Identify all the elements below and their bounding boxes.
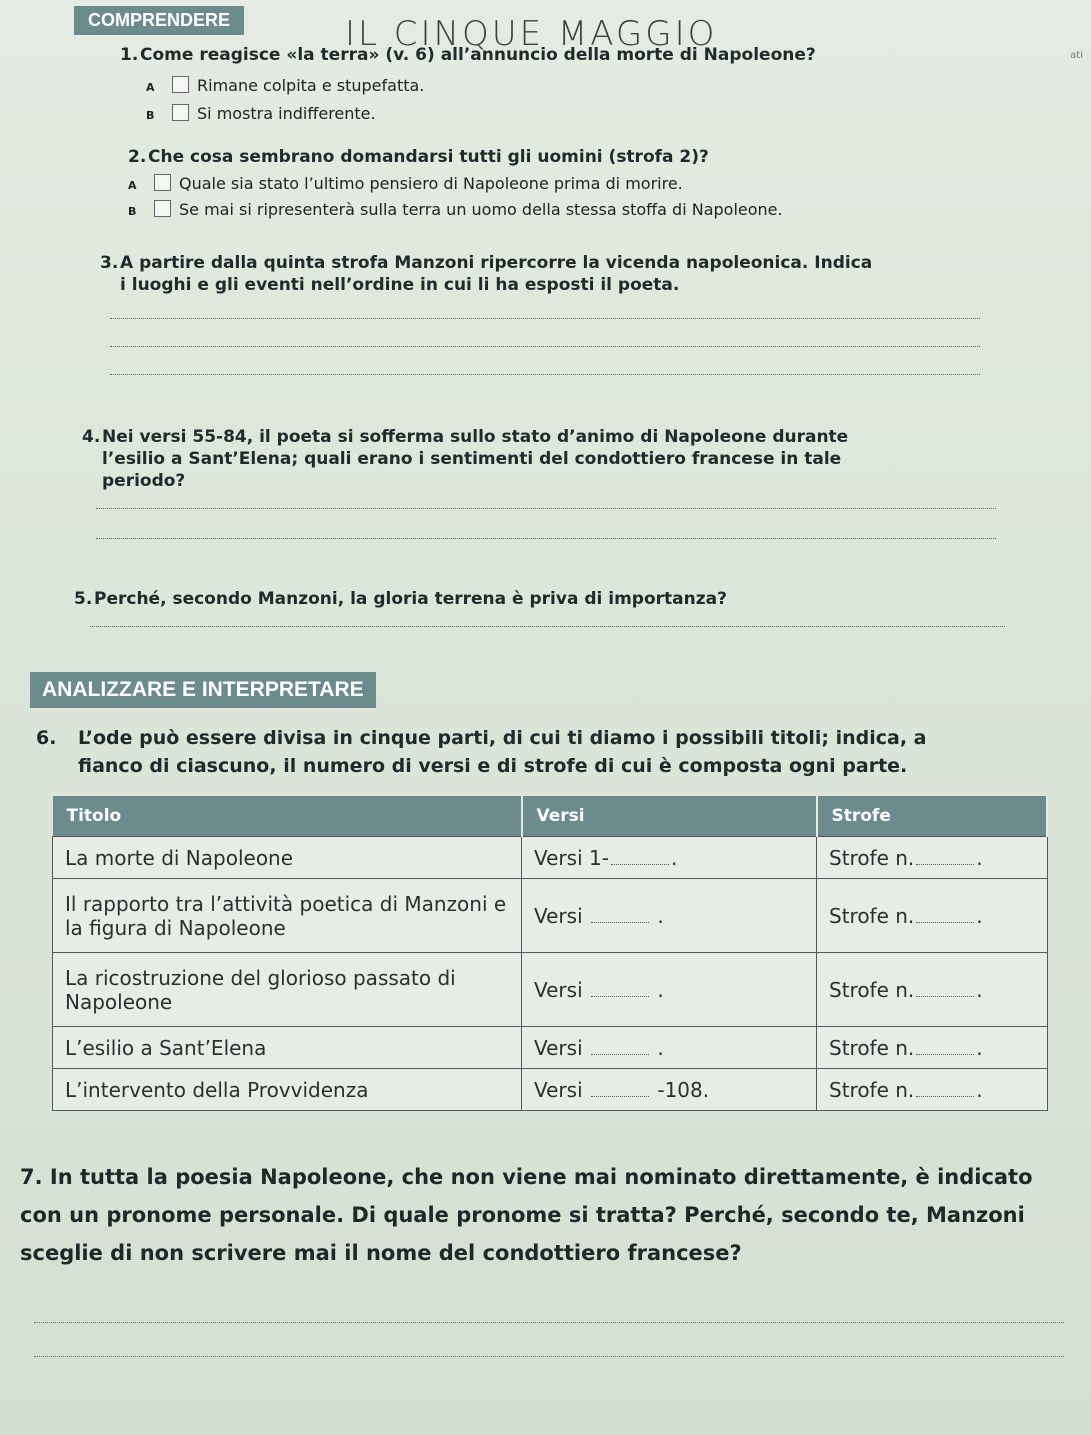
answer-line[interactable]: [34, 1356, 1064, 1357]
strofe-label: Strofe n.: [829, 977, 915, 1002]
option-text: Quale sia stato l’ultimo pensiero di Napoleone prima di morire.: [179, 174, 683, 193]
checkbox[interactable]: [172, 104, 189, 121]
strofe-label: Strofe n.: [829, 845, 915, 870]
versi-suffix: .: [670, 845, 678, 870]
question-2: [128, 146, 1048, 168]
question-3: [100, 252, 1060, 296]
row-title: L’esilio a Sant’Elena: [53, 1027, 522, 1069]
answer-line[interactable]: [110, 346, 980, 347]
structure-table: [52, 796, 1048, 1111]
table-row: [53, 953, 1048, 1027]
column-header-strofe: Strofe: [817, 796, 1048, 837]
table-row: [53, 837, 1048, 879]
question-number: 3.: [100, 253, 119, 273]
fill-blank[interactable]: [916, 995, 974, 997]
row-versi[interactable]: [522, 953, 817, 1027]
table-row: [53, 1069, 1048, 1111]
versi-suffix: .: [657, 1035, 664, 1060]
q1-option-a[interactable]: [146, 76, 424, 98]
strofe-label: Strofe n.: [829, 1077, 915, 1102]
option-text: Si mostra indifferente.: [197, 104, 376, 123]
question-4: [82, 426, 1052, 492]
checkbox[interactable]: [154, 174, 171, 191]
answer-line[interactable]: [34, 1322, 1064, 1323]
row-title: L’intervento della Provvidenza: [53, 1069, 522, 1111]
strofe-label: Strofe n.: [829, 903, 915, 928]
versi-label: Versi: [534, 903, 583, 928]
answer-line[interactable]: [110, 318, 980, 319]
column-header-versi: Versi: [522, 796, 817, 837]
row-strofe[interactable]: Strofe n. .: [817, 953, 1048, 1027]
fill-blank[interactable]: [591, 1053, 649, 1055]
row-strofe[interactable]: Strofe n. .: [817, 1069, 1048, 1111]
option-letter: B: [146, 109, 155, 122]
table-row: [53, 1027, 1048, 1069]
fill-blank[interactable]: [591, 921, 649, 923]
option-letter: A: [146, 81, 155, 94]
row-title: Il rapporto tra l’attività poetica di Manzoni e la figura di Napoleone: [53, 879, 522, 953]
question-text-line: Nei versi 55-84, il poeta si sofferma sullo stato d’animo di Napoleone durante: [102, 427, 849, 447]
versi-label: Versi: [534, 1077, 583, 1102]
fill-blank[interactable]: [916, 1053, 974, 1055]
question-text: Come reagisce «la terra» (v. 6) all’annuncio della morte di Napoleone?: [140, 45, 816, 65]
row-strofe[interactable]: Strofe n. .: [817, 879, 1048, 953]
question-number: 7.: [20, 1165, 43, 1189]
corner-text: ati: [1070, 50, 1083, 61]
answer-line[interactable]: [110, 374, 980, 375]
versi-suffix: .: [657, 977, 664, 1002]
fill-blank[interactable]: [591, 1095, 649, 1097]
option-letter: B: [128, 205, 137, 218]
question-text-line: i luoghi e gli eventi nell’ordine in cui li ha esposti il poeta.: [120, 275, 680, 295]
answer-line[interactable]: [96, 538, 996, 539]
question-5: [74, 588, 1054, 610]
question-7: [20, 1158, 1060, 1272]
checkbox[interactable]: [172, 76, 189, 93]
question-text-line: periodo?: [102, 471, 186, 491]
question-number: 1.: [120, 45, 139, 65]
question-number: 5.: [74, 589, 93, 609]
question-number: 4.: [82, 427, 101, 447]
question-text-line: A partire dalla quinta strofa Manzoni ripercorre la vicenda napoleonica. Indica: [120, 253, 873, 273]
row-title: La ricostruzione del glorioso passato di Napoleone: [53, 953, 522, 1027]
versi-label: Versi: [534, 977, 583, 1002]
row-versi[interactable]: [522, 837, 817, 879]
row-versi[interactable]: [522, 1069, 817, 1111]
row-strofe[interactable]: Strofe n. .: [817, 1027, 1048, 1069]
versi-label: Versi 1-: [534, 845, 609, 870]
option-letter: A: [128, 179, 137, 192]
section-label-analizzare: ANALIZZARE E INTERPRETARE: [30, 672, 376, 708]
q2-option-a[interactable]: [128, 174, 683, 196]
question-text-line: L’ode può essere divisa in cinque parti, di cui ti diamo i possibili titoli; indica, a: [78, 727, 927, 749]
row-versi[interactable]: [522, 1027, 817, 1069]
column-header-titolo: Titolo: [53, 796, 522, 837]
table-header-row: [53, 796, 1048, 837]
question-6: [36, 724, 1068, 780]
strofe-label: Strofe n.: [829, 1035, 915, 1060]
checkbox[interactable]: [154, 200, 171, 217]
question-number: 6.: [36, 727, 57, 749]
handwritten-title: IL CINQUE MAGGIO: [345, 14, 718, 54]
row-versi[interactable]: [522, 879, 817, 953]
fill-blank[interactable]: [916, 921, 974, 923]
versi-label: Versi: [534, 1035, 583, 1060]
option-text: Se mai si ripresenterà sulla terra un uomo della stessa stoffa di Napoleone.: [179, 200, 783, 219]
question-text: Che cosa sembrano domandarsi tutti gli uomini (strofa 2)?: [148, 147, 709, 167]
q2-option-b[interactable]: [128, 200, 783, 222]
q1-option-b[interactable]: [146, 104, 376, 126]
section-label-comprendere: COMPRENDERE: [74, 6, 244, 35]
option-text: Rimane colpita e stupefatta.: [197, 76, 425, 95]
versi-suffix: -108.: [657, 1077, 710, 1102]
question-text: Perché, secondo Manzoni, la gloria terrena è priva di importanza?: [94, 589, 727, 609]
fill-blank[interactable]: [611, 863, 669, 865]
question-number: 2.: [128, 147, 147, 167]
fill-blank[interactable]: [916, 863, 974, 865]
row-title: La morte di Napoleone: [53, 837, 522, 879]
table-row: [53, 879, 1048, 953]
row-strofe[interactable]: Strofe n. .: [817, 837, 1048, 879]
versi-suffix: .: [657, 903, 664, 928]
fill-blank[interactable]: [916, 1095, 974, 1097]
answer-line[interactable]: [90, 626, 1005, 627]
fill-blank[interactable]: [591, 995, 649, 997]
answer-line[interactable]: [96, 508, 996, 509]
question-1: [120, 44, 1060, 66]
question-text: In tutta la poesia Napoleone, che non viene mai nominato direttamente, è indicato con un pronome personale. Di quale pronome si tratta? Perché, secondo te, Manzoni sceglie di non scrivere mai il nome del condottiero francese?: [20, 1165, 1033, 1265]
question-text-line: fianco di ciascuno, il numero di versi e di strofe di cui è composta ogni parte.: [78, 755, 908, 777]
question-text-line: l’esilio a Sant’Elena; quali erano i sentimenti del condottiero francese in tale: [102, 449, 842, 469]
